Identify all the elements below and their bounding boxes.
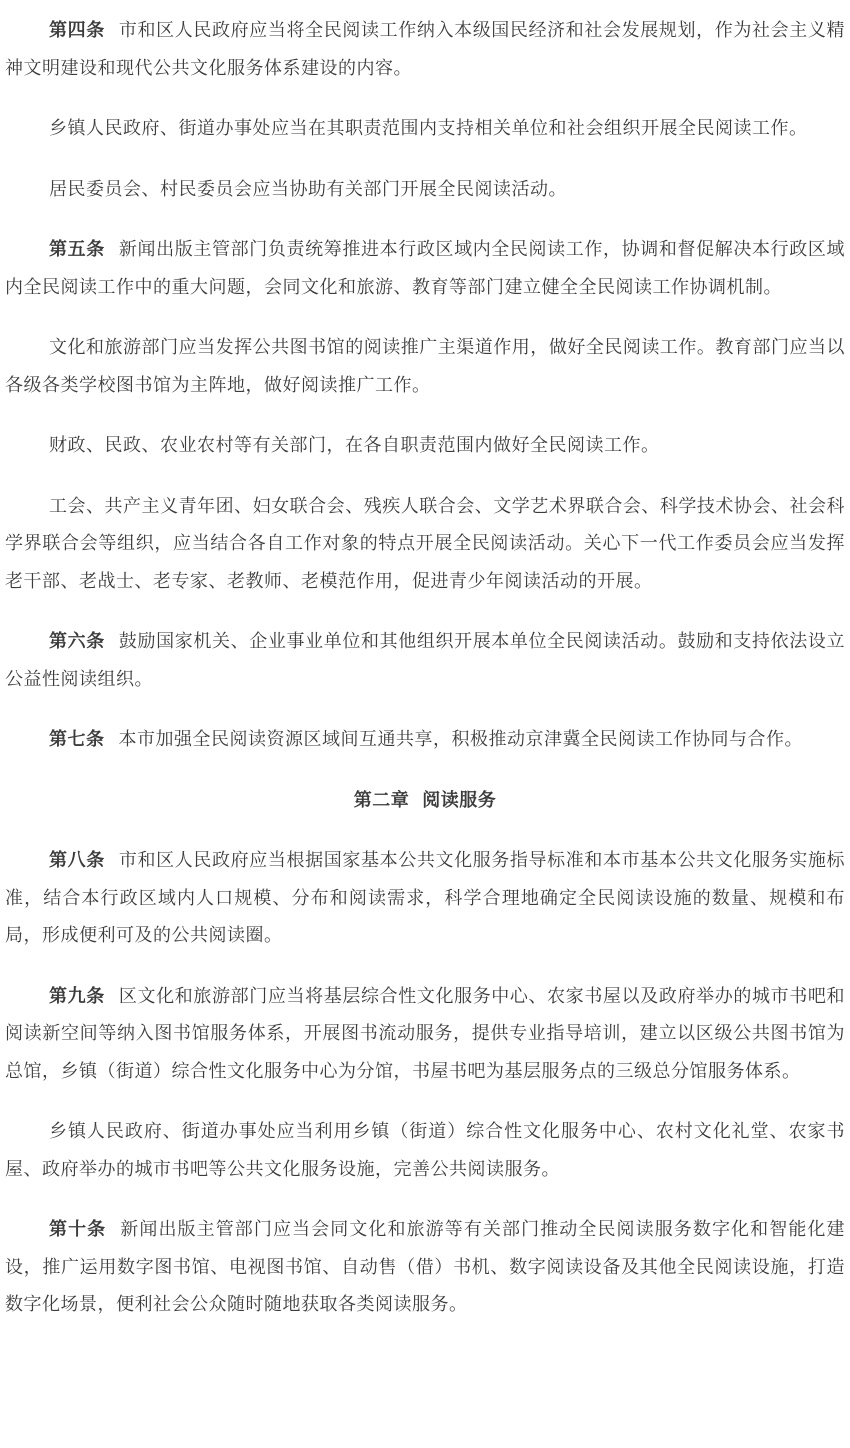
article-number: 第十条 xyxy=(49,1219,107,1239)
plain-paragraph xyxy=(5,110,845,148)
article-paragraph xyxy=(5,231,845,306)
paragraph-text: 市和区人民政府应当将全民阅读工作纳入本级国民经济和社会发展规划，作为社会主义精神文明建设和现代公共文化服务体系建设的内容。 xyxy=(5,20,846,78)
paragraph-text: 市和区人民政府应当根据国家基本公共文化服务指导标准和本市基本公共文化服务实施标准，结合本行政区域内人口规模、分布和阅读需求，科学合理地确定全民阅读设施的数量、规模和布局，形成便利可及的公共阅读圈。 xyxy=(5,850,846,945)
article-number: 第四条 xyxy=(49,20,105,40)
article-paragraph xyxy=(5,12,845,87)
paragraph-text: 新闻出版主管部门负责统筹推进本行政区域内全民阅读工作，协调和督促解决本行政区域内全民阅读工作中的重大问题，会同文化和旅游、教育等部门建立健全全民阅读工作协调机制。 xyxy=(5,239,846,297)
plain-paragraph xyxy=(5,171,845,209)
plain-paragraph xyxy=(5,427,845,465)
plain-paragraph xyxy=(5,488,845,601)
plain-paragraph xyxy=(5,1113,845,1188)
article-number: 第八条 xyxy=(49,850,105,870)
article-number: 第六条 xyxy=(49,631,105,651)
article-number: 第九条 xyxy=(49,985,105,1006)
article-number: 第七条 xyxy=(49,729,105,749)
paragraph-text: 文化和旅游部门应当发挥公共图书馆的阅读推广主渠道作用，做好全民阅读工作。教育部门应当以各级各类学校图书馆为主阵地，做好阅读推广工作。 xyxy=(5,337,845,395)
paragraph-text: 鼓励国家机关、企业事业单位和其他组织开展本单位全民阅读活动。鼓励和支持依法设立公益性阅读组织。 xyxy=(5,631,846,689)
article-paragraph xyxy=(5,842,845,955)
chapter-title: 阅读服务 xyxy=(422,789,497,810)
paragraph-text: 财政、民政、农业农村等有关部门，在各自职责范围内做好全民阅读工作。 xyxy=(49,435,660,455)
plain-paragraph xyxy=(5,329,845,404)
paragraph-text: 乡镇人民政府、街道办事处应当在其职责范围内支持相关单位和社会组织开展全民阅读工作。 xyxy=(49,118,808,138)
article-paragraph xyxy=(5,623,845,698)
chapter-number: 第二章 xyxy=(353,789,410,810)
article-paragraph xyxy=(5,1211,845,1324)
paragraph-text: 新闻出版主管部门应当会同文化和旅游等有关部门推动全民阅读服务数字化和智能化建设，推广运用数字图书馆、电视图书馆、自动售（借）书机、数字阅读设备及其他全民阅读设施，打造数字化场景，便利社会公众随时随地获取各类阅读服务。 xyxy=(5,1219,845,1314)
paragraph-text: 居民委员会、村民委员会应当协助有关部门开展全民阅读活动。 xyxy=(49,178,567,199)
paragraph-text: 本市加强全民阅读资源区域间互通共享，积极推动京津冀全民阅读工作协同与合作。 xyxy=(118,729,803,749)
paragraph-text: 工会、共产主义青年团、妇女联合会、残疾人联合会、文学艺术界联合会、科学技术协会、社会科学界联合会等组织，应当结合各自工作对象的特点开展全民阅读活动。关心下一代工作委员会应当发挥老干部、老战士、老专家、老教师、老模范作用，促进青少年阅读活动的开展。 xyxy=(5,495,845,591)
article-number: 第五条 xyxy=(49,239,105,259)
article-paragraph xyxy=(5,721,845,759)
paragraph-text: 乡镇人民政府、街道办事处应当利用乡镇（街道）综合性文化服务中心、农村文化礼堂、农家书屋、政府举办的城市书吧等公共文化服务设施，完善公共阅读服务。 xyxy=(5,1121,845,1179)
paragraph-text: 区文化和旅游部门应当将基层综合性文化服务中心、农家书屋以及政府举办的城市书吧和阅读新空间等纳入图书馆服务体系，开展图书流动服务，提供专业指导培训，建立以区级公共图书馆为总馆，乡镇（街道）综合性文化服务中心为分馆，书屋书吧为基层服务点的三级总分馆服务体系。 xyxy=(5,985,846,1081)
article-paragraph xyxy=(5,978,845,1091)
chapter-heading xyxy=(5,782,845,820)
